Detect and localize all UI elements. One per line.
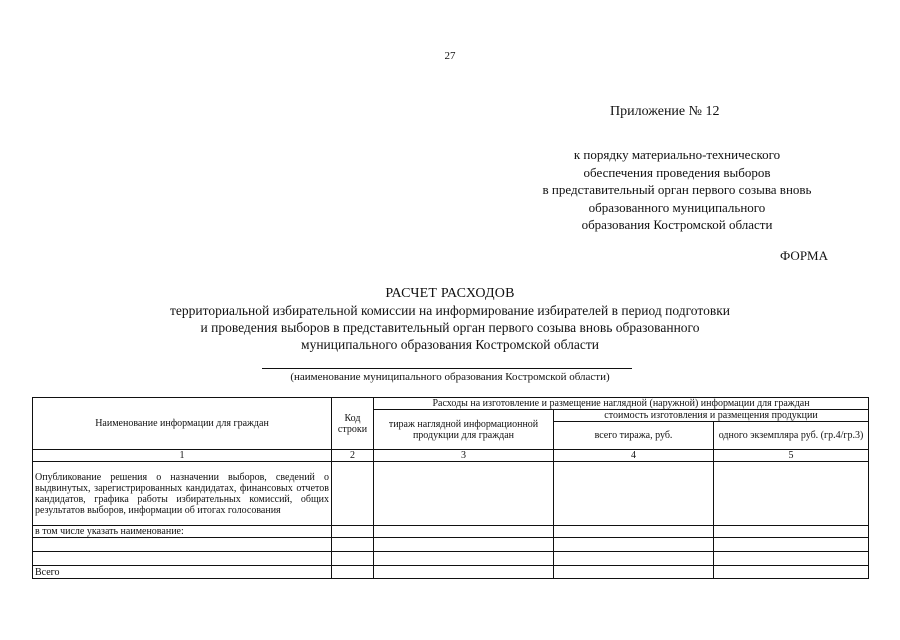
table-cell[interactable] <box>714 552 869 566</box>
appendix-description <box>512 146 842 234</box>
table-cell[interactable] <box>332 566 374 579</box>
subtitle-line: и проведения выборов в представительный орган первого созыва вновь образованного <box>200 320 700 335</box>
column-number: 1 <box>33 450 332 462</box>
row-publication-label: Опубликование решения о назначении выборов, сведений о выдвинутых, зарегистрированных кандидатах, финансовых отчетов кандидатов, графика работы избирательных комиссий, общих результатов выборов, информации об итогах голосования <box>33 462 332 526</box>
header-circulation: тираж наглядной информационной продукции для граждан <box>374 410 554 450</box>
table-cell[interactable] <box>714 526 869 538</box>
table-cell[interactable] <box>554 462 714 526</box>
table-cell[interactable] <box>554 526 714 538</box>
table-cell[interactable] <box>714 462 869 526</box>
header-total-cost: всего тиража, руб. <box>554 422 714 450</box>
table-cell[interactable] <box>374 462 554 526</box>
row-blank-label[interactable] <box>33 552 332 566</box>
header-information-name: Наименование информации для граждан <box>33 398 332 450</box>
table-cell[interactable] <box>554 552 714 566</box>
document-title: РАСЧЕТ РАСХОДОВ <box>385 286 515 301</box>
table-cell[interactable] <box>332 552 374 566</box>
document-subtitle <box>90 302 810 353</box>
table-cell[interactable] <box>554 566 714 579</box>
table-cell[interactable] <box>332 526 374 538</box>
row-blank-label[interactable] <box>33 538 332 552</box>
expense-table <box>32 397 869 579</box>
appendix-line: в представительный орган первого созыва вновь <box>542 182 812 197</box>
header-unit-cost: одного экземпляра руб. (гр.4/гр.3) <box>714 422 869 450</box>
appendix-line: образованного муниципального <box>588 199 766 215</box>
table-cell[interactable] <box>374 552 554 566</box>
subtitle-line: муниципального образования Костромской области <box>301 337 599 352</box>
row-total-label: Всего <box>33 566 332 579</box>
page-number: 27 <box>444 50 456 62</box>
column-number: 3 <box>374 450 554 462</box>
table-cell[interactable] <box>374 566 554 579</box>
appendix-line: обеспечения проведения выборов <box>583 164 771 180</box>
header-row-code: Код строки <box>332 398 374 450</box>
appendix-line: образования Костромской области <box>581 217 773 232</box>
table-cell[interactable] <box>714 566 869 579</box>
row-including-label: в том числе указать наименование: <box>33 526 332 538</box>
header-expenses-group: Расходы на изготовление и размещение наглядной (наружной) информации для граждан <box>374 398 869 410</box>
appendix-title: Приложение № 12 <box>610 104 720 119</box>
table-cell[interactable] <box>332 538 374 552</box>
appendix-line: к порядку материально-технического <box>573 147 781 162</box>
subtitle-line: территориальной избирательной комиссии на информирование избирателей в период подготовки <box>169 303 730 318</box>
municipality-name-line <box>262 368 632 369</box>
table-cell[interactable] <box>554 538 714 552</box>
table-cell[interactable] <box>374 526 554 538</box>
header-cost-group: стоимость изготовления и размещения продукции <box>554 410 869 422</box>
table-cell[interactable] <box>332 462 374 526</box>
table-cell[interactable] <box>374 538 554 552</box>
municipality-name-caption: (наименование муниципального образования Костромской области) <box>290 371 610 383</box>
table-cell[interactable] <box>714 538 869 552</box>
column-number: 4 <box>554 450 714 462</box>
column-number: 2 <box>332 450 374 462</box>
form-label: ФОРМА <box>780 248 828 263</box>
column-number: 5 <box>714 450 869 462</box>
